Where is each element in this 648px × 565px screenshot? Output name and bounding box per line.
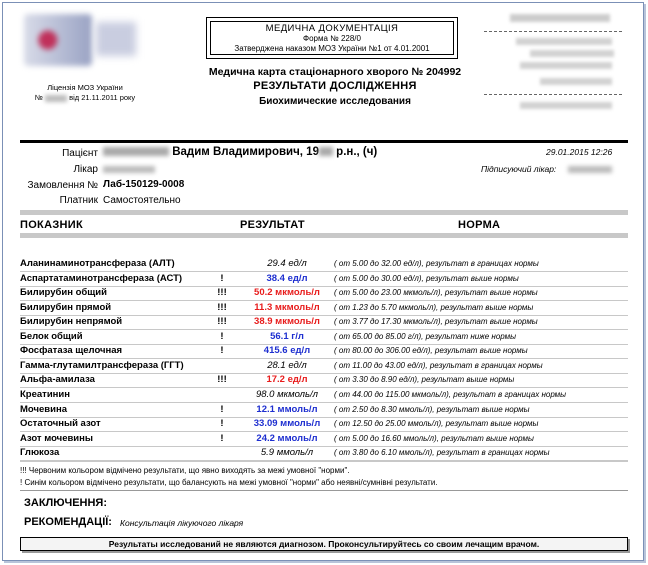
patient-name: Вадим Владимирович, 19 р.н., (ч) xyxy=(103,146,377,158)
result-value: 17.2 ед/л xyxy=(266,374,308,386)
license-number: № від 21.11.2011 року xyxy=(34,93,136,102)
signing-doctor-blur xyxy=(568,166,612,173)
table-row xyxy=(20,344,628,359)
divider xyxy=(484,31,622,32)
order-label: Замовлення № xyxy=(27,180,98,191)
note-red: !!! Червоним кольором відмічено результати, що явно виходять за межі умовної "норми". xyxy=(20,466,350,475)
payer-value: Самостоятельно xyxy=(103,195,181,206)
result-value: 12.1 ммоль/л xyxy=(256,403,318,415)
flag-marker: ! xyxy=(220,272,224,284)
norm-range: ( от 1.23 до 5.70 мкмоль/л), результат выше нормы xyxy=(334,302,534,312)
indicator-name: Билирубин общий xyxy=(20,287,107,299)
form-approved: Затверджена наказом МОЗ України №1 от 4.01.2001 xyxy=(234,44,430,53)
result-value: 24.2 ммоль/л xyxy=(256,432,318,444)
result-value: 5.9 ммоль/л xyxy=(260,447,314,459)
table-row xyxy=(20,330,628,345)
indicator-name: Фосфатаза щелочная xyxy=(20,345,123,357)
indicator-name: Глюкоза xyxy=(20,447,60,459)
indicator-name: Мочевина xyxy=(20,403,67,415)
flag-marker: ! xyxy=(220,330,224,342)
col-norm: НОРМА xyxy=(458,219,501,231)
table-row xyxy=(20,301,628,316)
norm-range: ( от 44.00 до 115.00 мкмоль/л), результат в границах нормы xyxy=(334,389,567,399)
divider xyxy=(484,94,622,95)
license-label: Ліцензія МОЗ України xyxy=(47,83,123,92)
norm-range: ( от 65.00 до 85.00 г/л), результат ниже нормы xyxy=(334,331,516,341)
card-title: Медична карта стаціонарного хворого № 204992 xyxy=(208,66,462,78)
norm-range: ( от 3.30 до 8.90 ед/л), результат выше нормы xyxy=(334,375,515,385)
indicator-name: Аспартатаминотрансфераза (АСТ) xyxy=(20,272,183,284)
flag-marker: ! xyxy=(220,432,224,444)
result-value: 28.1 ед/л xyxy=(267,359,307,371)
indicator-name: Аланинаминотрансфераза (АЛТ) xyxy=(20,258,175,269)
norm-range: ( от 5.00 до 30.00 ед/л), результат выше нормы xyxy=(334,273,519,283)
norm-range: ( от 3.77 до 17.30 мкмоль/л), результат выше нормы xyxy=(334,317,538,327)
clinic-info-blur xyxy=(530,50,614,57)
clinic-info-blur xyxy=(510,14,610,22)
table-row xyxy=(20,388,628,403)
doctor-name-blur xyxy=(103,166,155,173)
norm-range: ( от 11.00 до 43.00 ед/л), результат в границах нормы xyxy=(334,360,543,370)
result-value: 56.1 г/л xyxy=(270,330,304,342)
form-number: Форма № 228/0 xyxy=(303,34,361,43)
norm-range: ( от 5.00 до 23.00 мкмоль/л), результат выше нормы xyxy=(334,288,538,298)
table-row xyxy=(20,359,628,374)
indicator-name: Гамма-глутамилтрансфераза (ГГТ) xyxy=(20,359,184,371)
patient-label: Пацієнт xyxy=(62,148,98,159)
norm-range: ( от 5.00 до 16.60 ммоль/л), результат выше нормы xyxy=(334,433,534,443)
table-row xyxy=(20,417,628,432)
clinic-info-blur xyxy=(540,78,612,85)
indicator-name: Креатинин xyxy=(20,388,70,400)
header-divider xyxy=(20,140,628,143)
clinic-logo-text xyxy=(96,22,136,56)
recommendations-value: Консультація лікуючого лікаря xyxy=(120,518,244,528)
signing-doctor-label: Підписуючий лікар: xyxy=(481,164,557,174)
indicator-name: Билирубин непрямой xyxy=(20,316,123,328)
order-number: Лаб-150129-0008 xyxy=(103,179,185,190)
flag-marker: !!! xyxy=(217,301,227,313)
flag-marker: !!! xyxy=(217,316,227,328)
flag-marker: !!! xyxy=(217,287,227,299)
result-value: 38.9 мкмоль/л xyxy=(254,316,320,328)
clinic-info-blur xyxy=(520,62,612,69)
table-row xyxy=(20,373,628,388)
table-top-band xyxy=(20,210,628,215)
indicator-name: Альфа-амилаза xyxy=(20,374,95,386)
disclaimer-bar: Результаты исследований не являются диагнозом. Проконсультируйтесь со своим лечащим врачом. xyxy=(20,537,628,551)
norm-range: ( от 80.00 до 306.00 ед/л), результат выше нормы xyxy=(334,346,528,356)
flag-marker: ! xyxy=(220,403,224,415)
indicator-name: Азот мочевины xyxy=(20,432,94,444)
flag-marker: ! xyxy=(220,418,224,430)
result-value: 98.0 мкмоль/л xyxy=(255,388,319,400)
clinic-logo xyxy=(24,14,92,66)
norm-range: ( от 3.80 до 6.10 ммоль/л), результат в границах нормы xyxy=(334,448,550,458)
payer-label: Платник xyxy=(59,195,98,206)
table-row xyxy=(20,432,628,447)
table-row xyxy=(20,272,628,287)
form-title: МЕДИЧНА ДОКУМЕНТАЦІЯ xyxy=(265,23,399,34)
result-value: 50.2 мкмоль/л xyxy=(254,287,320,299)
table-row xyxy=(20,286,628,301)
result-value: 33.09 ммоль/л xyxy=(253,418,321,430)
clinic-info-blur xyxy=(516,38,612,45)
report-date: 29.01.2015 12:26 xyxy=(546,147,613,157)
result-value: 38.4 ед/л xyxy=(266,272,308,284)
col-result: РЕЗУЛЬТАТ xyxy=(240,219,305,231)
table-bottom-line xyxy=(20,461,628,462)
indicator-name: Билирубин прямой xyxy=(20,301,112,313)
doctor-label: Лікар xyxy=(73,164,98,175)
flag-marker: ! xyxy=(220,345,224,357)
table-row xyxy=(20,446,628,461)
results-title: РЕЗУЛЬТАТИ ДОСЛІДЖЕННЯ xyxy=(253,80,417,92)
table-row xyxy=(20,403,628,418)
indicator-name: Остаточный азот xyxy=(20,418,101,430)
recommendations-label: РЕКОМЕНДАЦІЇ: xyxy=(24,516,112,528)
table-row xyxy=(20,315,628,330)
indicator-name: Белок общий xyxy=(20,330,83,342)
clinic-info-blur xyxy=(520,102,612,109)
notes-divider xyxy=(20,490,628,491)
result-value: 11.3 мкмоль/л xyxy=(254,301,320,313)
note-blue: ! Синім кольором відмічено результати, що балансують на межі умовної "норми" або неявні/сумнівні результати. xyxy=(20,478,438,487)
research-type: Биохимические исследования xyxy=(259,96,411,107)
table-row xyxy=(20,257,628,272)
flag-marker: !!! xyxy=(217,374,227,386)
form-box xyxy=(206,17,458,59)
result-value: 29.4 ед/л xyxy=(267,258,307,269)
col-indicator: ПОКАЗНИК xyxy=(20,219,83,231)
conclusion-label: ЗАКЛЮЧЕННЯ: xyxy=(24,497,107,509)
table-header-band xyxy=(20,233,628,238)
norm-range: ( от 5.00 до 32.00 ед/л), результат в границах нормы xyxy=(334,259,539,268)
norm-range: ( от 12.50 до 25.00 ммоль/л), результат выше нормы xyxy=(334,419,539,429)
norm-range: ( от 2.50 до 8.30 ммоль/л), результат выше нормы xyxy=(334,404,530,414)
result-value: 415.6 ед/л xyxy=(263,345,311,357)
